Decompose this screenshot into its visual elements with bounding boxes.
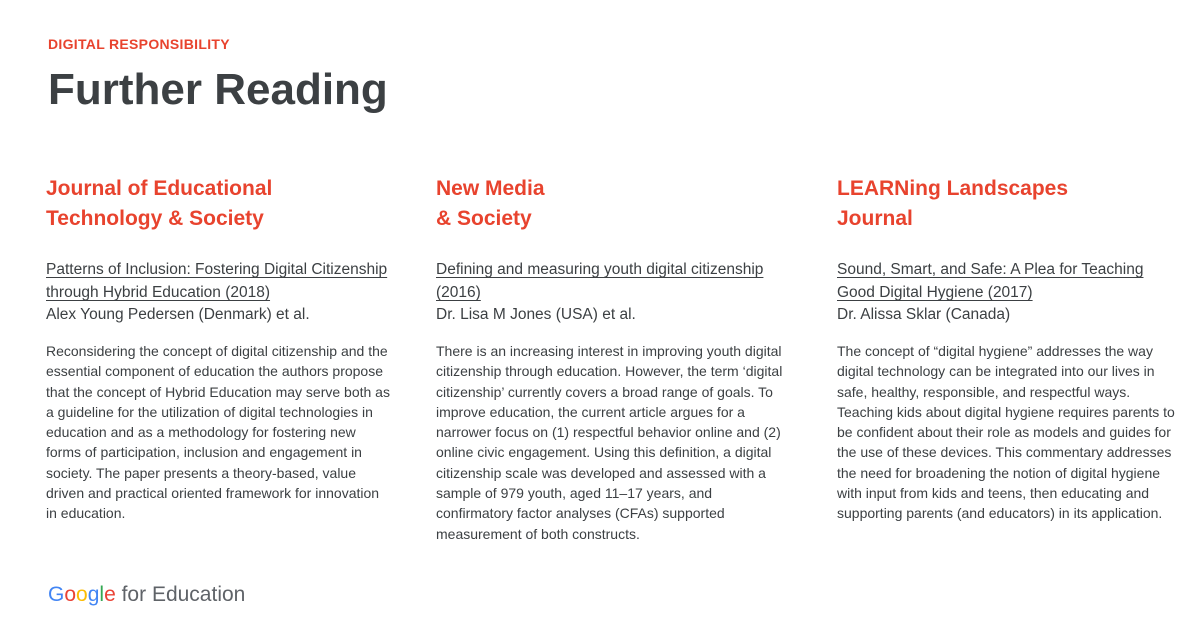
reading-column-3: [837, 174, 1177, 538]
logo-letter: g: [87, 583, 100, 606]
logo-letter: e: [104, 583, 116, 606]
article-author: Alex Young Pedersen (Denmark) et al.: [46, 306, 310, 323]
eyebrow-label: DIGITAL RESPONSIBILITY: [48, 36, 230, 52]
journal-name: LEARNing Landscapes Journal: [837, 177, 1069, 230]
article-author: Dr. Alissa Sklar (Canada): [837, 306, 1011, 323]
journal-name: New Media & Society: [436, 177, 545, 230]
reading-column-1: [46, 174, 391, 538]
logo-suffix: for Education: [115, 583, 246, 606]
logo-letter: o: [76, 583, 88, 606]
logo-letter: o: [64, 583, 77, 606]
page-title: Further Reading: [48, 65, 388, 114]
article-abstract: Reconsidering the concept of digital citizenship and the essential component of education the authors propose that the concept of Hybrid Education may serve both as a guideline for the utilization of digital technologies in education and as a methodology for fostering new forms of participation, inclusion and engagement in society. The paper presents a theory-based, value driven and practical oriented framework for innovation in education.: [46, 343, 390, 522]
logo-letter: G: [48, 583, 65, 606]
article-author: Dr. Lisa M Jones (USA) et al.: [436, 306, 636, 323]
article-abstract: The concept of “digital hygiene” addresses the way digital technology can be integrated into our lives in safe, healthy, responsible, and respectful ways. Teaching kids about digital hygiene requires parents to be confident about their role as models and guides for the use of these devices. This commentary addresses the need for broadening the notion of digital hygiene with input from kids and teens, then educating and supporting parents (and educators) in its application.: [837, 343, 1175, 522]
logo-letter: l: [99, 583, 105, 606]
article-link[interactable]: Sound, Smart, and Safe: A Plea for Teaching Good Digital Hygiene (2017): [837, 261, 1144, 301]
article-link[interactable]: Defining and measuring youth digital citizenship (2016): [436, 261, 764, 301]
journal-name: Journal of Educational Technology & Society: [46, 177, 273, 230]
article-link[interactable]: Patterns of Inclusion: Fostering Digital Citizenship through Hybrid Education (2018): [46, 261, 388, 301]
article-abstract: There is an increasing interest in improving youth digital citizenship through education. However, the term ‘digital citizenship’ currently covers a broad range of goals. To improve education, the current article argues for a narrower focus on (1) respectful behavior online and (2) online civic engagement. Using this definition, a digital citizenship scale was developed and assessed with a sample of 979 youth, aged 11–17 years, and confirmatory factor analyses (CFAs) supported measurement of both constructs.: [436, 343, 783, 542]
google-for-education-logo: [48, 583, 245, 607]
reading-column-2: [436, 174, 791, 558]
